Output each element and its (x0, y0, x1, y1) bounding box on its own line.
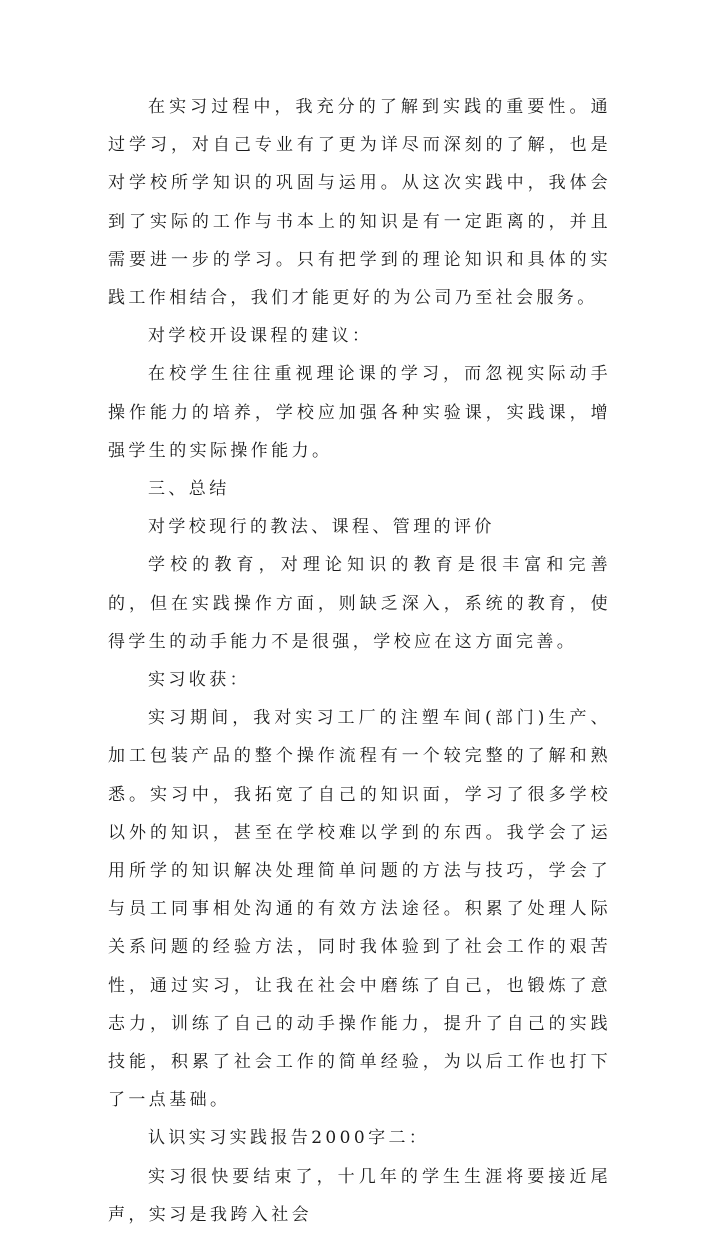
paragraph-internship-gains: 实习期间，我对实习工厂的注塑车间(部门)生产、加工包装产品的整个操作流程有一个较完整的了解和熟悉。实习中，我拓宽了自己的知识面，学习了很多学校以外的知识，甚至在学校难以学到的东西。我学会了运用所学的知识解决处理简单问题的方法与技巧，学会了与员工同事相处沟通的有效方法途径。积累了处理人际关系问题的经验方法，同时我体验到了社会工作的艰苦性，通过实习，让我在社会中磨练了自己，也锻炼了意志力，训练了自己的动手操作能力，提升了自己的实践技能，积累了社会工作的简单经验，为以后工作也打下了一点基础。 (108, 708, 611, 1111)
paragraph-course-suggestions: 在校学生往往重视理论课的学习，而忽视实际动手操作能力的培养，学校应加强各种实验课，实践课，增强学生的实际操作能力。 (108, 364, 611, 461)
paragraph-practice-importance: 在实习过程中，我充分的了解到实践的重要性。通过学习，对自己专业有了更为详尽而深刻的了解，也是对学校所学知识的巩固与运用。从这次实践中，我体会到了实际的工作与书本上的知识是有一定距离的，并且需要进一步的学习。只有把学到的理论知识和具体的实践工作相结合，我们才能更好的为公司乃至社会服务。 (108, 97, 611, 309)
heading-summary: 三、总结 (148, 479, 230, 500)
paragraph-report-two-intro: 实习很快要结束了，十几年的学生生涯将要接近尾声，实习是我跨入社会 (108, 1166, 611, 1225)
heading-course-suggestions: 对学校开设课程的建议： (148, 326, 373, 347)
heading-school-evaluation: 对学校现行的教法、课程、管理的评价 (148, 517, 495, 538)
paragraph-school-evaluation: 学校的教育，对理论知识的教育是很丰富和完善的，但在实践操作方面，则缺乏深入，系统的教育，使得学生的动手能力不是很强，学校应在这方面完善。 (108, 555, 611, 652)
document-page (108, 88, 611, 1234)
heading-internship-gains: 实习收获： (148, 670, 250, 691)
heading-report-two: 认识实习实践报告2000字二： (148, 1128, 430, 1149)
